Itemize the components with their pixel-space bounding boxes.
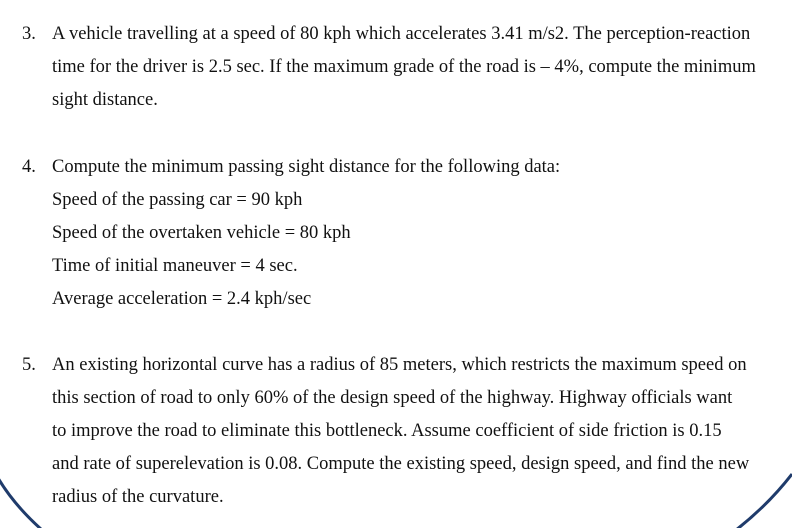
problem-number: 3.: [22, 24, 36, 44]
problem-text-line: time for the driver is 2.5 sec. If the maximum grade of the road is – 4%, compute the minimum: [52, 57, 756, 77]
problem-text-line: An existing horizontal curve has a radius of 85 meters, which restricts the maximum speed on: [52, 355, 747, 375]
given-data-line: Speed of the passing car = 90 kph: [52, 190, 303, 210]
problem-text-line: sight distance.: [52, 90, 158, 110]
given-data-line: Time of initial maneuver = 4 sec.: [52, 256, 298, 276]
problem-number: 4.: [22, 157, 36, 177]
problem-text-line: and rate of superelevation is 0.08. Compute the existing speed, design speed, and find the new: [52, 454, 750, 474]
problem-text-line: Compute the minimum passing sight distance for the following data:: [52, 157, 561, 177]
page-border-arc-right: [736, 474, 792, 528]
given-data-line: Average acceleration = 2.4 kph/sec: [52, 289, 312, 309]
page-border-arc-left: [0, 478, 42, 528]
problem-text-line: this section of road to only 60% of the design speed of the highway. Highway officials want: [52, 388, 733, 408]
given-data-line: Speed of the overtaken vehicle = 80 kph: [52, 223, 351, 243]
problem-text-line: to improve the road to eliminate this bottleneck. Assume coefficient of side friction is 0.15: [52, 421, 722, 441]
problem-text-line: radius of the curvature.: [52, 487, 224, 507]
problem-number: 5.: [22, 355, 36, 375]
problem-text-line: A vehicle travelling at a speed of 80 kph which accelerates 3.41 m/s2. The perception-reaction: [52, 24, 751, 44]
